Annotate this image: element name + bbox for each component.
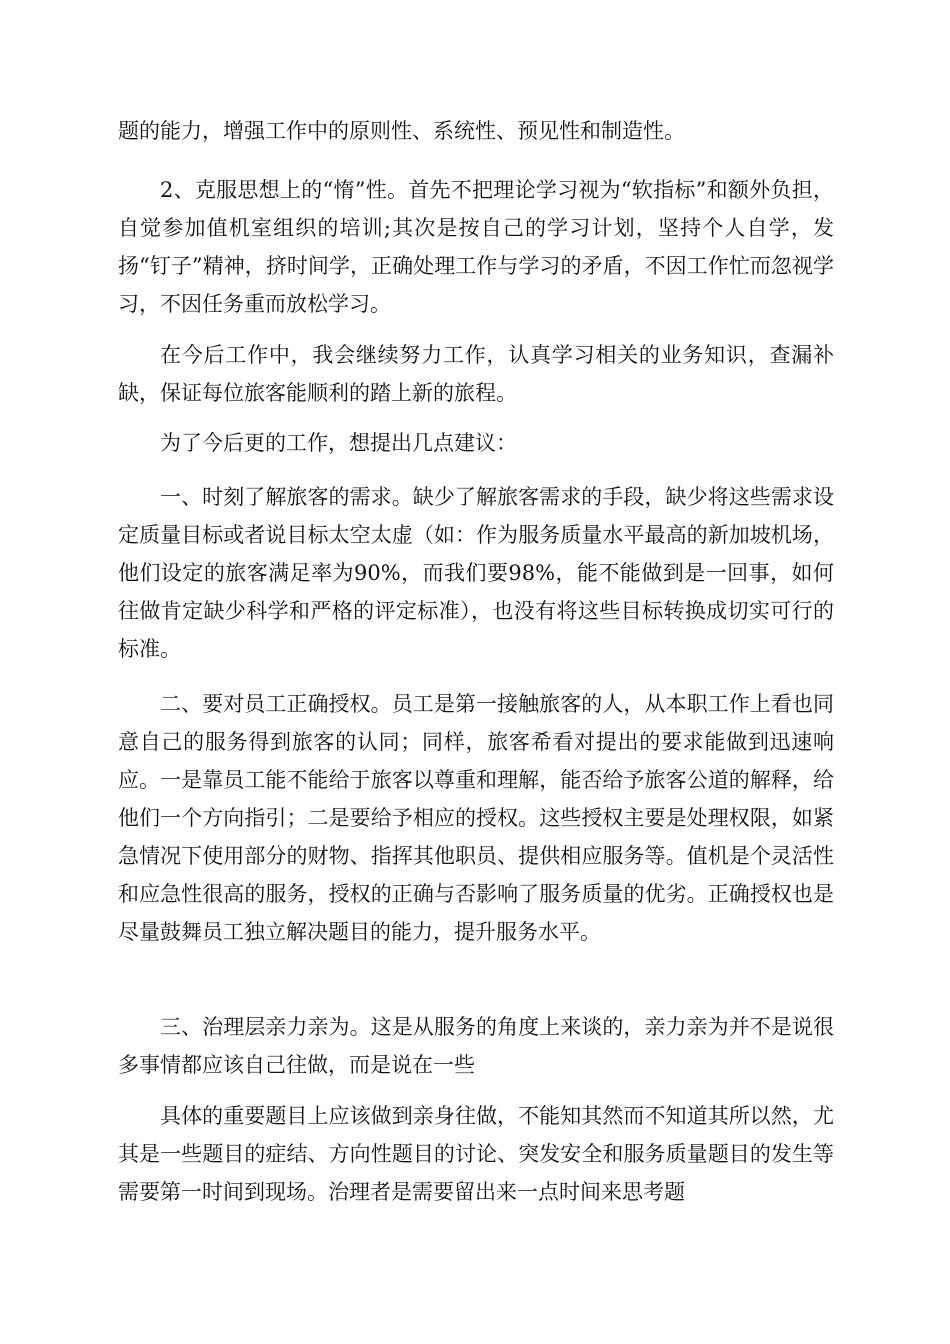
paragraph-8: 具体的重要题目上应该做到亲身往做，不能知其然而不知道其所以然，尤其是一些题目的症结、方向性题目的讨论、突发安全和服务质量题目的发生等需要第一时间到现场。治理者是需要留出来一点时间来思考题 xyxy=(118,1104,834,1204)
paragraph-1: 题的能力，增强工作中的原则性、系统性、预见性和制造性。 xyxy=(118,119,685,143)
paragraph-4: 为了今后更的工作，想提出几点建议： xyxy=(160,431,517,455)
paragraph-5: 一、时刻了解旅客的需求。缺少了解旅客需求的手段，缺少将这些需求设定质量目标或者说目标太空太虚（如：作为服务质量水平最高的新加坡机场，他们设定的旅客满足率为90%，而我们要98%，能不能做到是一回事，如何往做肯定缺少科学和严格的评定标准），也没有将这些目标转换成切实可行的标准。 xyxy=(118,485,834,661)
paragraph-3: 在今后工作中，我会继续努力工作，认真学习相关的业务知识，查漏补缺，保证每位旅客能顺利的踏上新的旅程。 xyxy=(118,343,834,405)
paragraph-7: 三、治理层亲力亲为。这是从服务的角度上来谈的，亲力亲为并不是说很多事情都应该自己往做，而是说在一些 xyxy=(118,1015,834,1077)
paragraph-2: 2、克服思想上的“惰”性。首先不把理论学习视为“软指标”和额外负担，自觉参加值机室组织的培训;其次是按自己的学习计划，坚持个人自学，发扬“钉子”精神，挤时间学，正确处理工作与学习的矛盾，不因工作忙而忽视学习，不因任务重而放松学习。 xyxy=(118,178,834,316)
paragraph-6: 二、要对员工正确授权。员工是第一接触旅客的人，从本职工作上看也同意自己的服务得到旅客的认同；同样，旅客希看对提出的要求能做到迅速响应。一是靠员工能不能给于旅客以尊重和理解，能否给予旅客公道的解释，给他们一个方向指引；二是要给予相应的授权。这些授权主要是处理权限，如紧急情况下使用部分的财物、指挥其他职员、提供相应服务等。值机是个灵活性和应急性很高的服务，授权的正确与否影响了服务质量的优劣。正确授权也是尽量鼓舞员工独立解决题目的能力，提升服务水平。 xyxy=(118,692,834,944)
